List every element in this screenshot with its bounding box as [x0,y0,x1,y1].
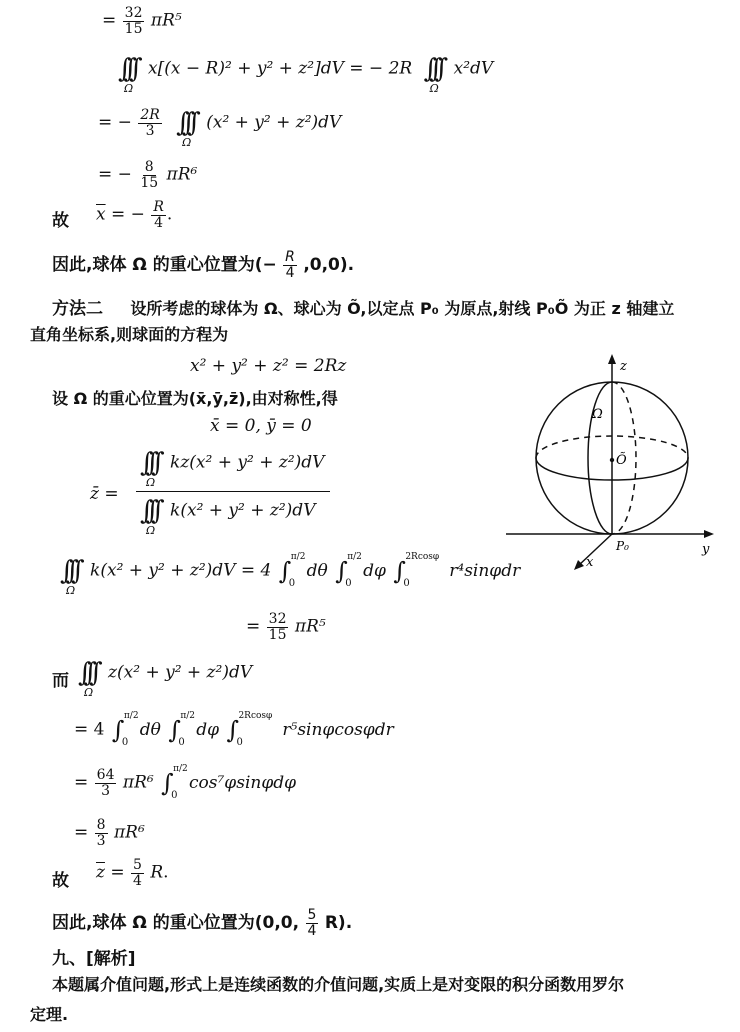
eq2-left: x[(x − R)² + y² + z²]dV = − 2R [148,58,413,79]
label-z: z [620,359,627,374]
method2-paragraph-line1: 方法二 设所考虑的球体为 Ω、球心为 Õ,以定点 P₀ 为原点,射线 P₀Õ 为正 z 轴建立 [52,299,675,319]
label-y: y [702,542,710,557]
integral-2-header: ∫∫∫ Ω z(x² + y² + z²)dV [78,658,253,699]
triple-integral-icon: ∫∫∫ Ω [118,54,135,95]
gu-label-1: 故 [52,211,69,231]
fraction-8-15: $\frac{8}{15}$ [140,159,159,191]
equals-sign: = [102,10,117,31]
x-axis [578,534,612,566]
eq-line-4: = − $\frac{8}{15}$ πR⁶ [98,159,198,191]
integral-2-line3: = $\frac{8}{3}$ πR⁶ [74,817,145,849]
zbar-label: z̄ = [90,484,119,504]
sphere-equation: x² + y² + z² = 2Rz [190,356,347,376]
eq-line-3: = − $\frac{2R}{3}$ ∫∫∫ Ω (x² + y² + z²)dV [98,107,342,150]
center-point [610,458,614,462]
symmetry-result: x̄ = 0, ȳ = 0 [210,416,312,436]
z-arrow-icon [608,354,616,364]
eq-line-2 [118,54,494,95]
meridian-front [588,382,612,534]
label-center: Õ [616,453,627,468]
sphere-figure [500,352,730,582]
section-9-heading: 九、[解析] [52,949,136,969]
integral-2-line1: = 4 ∫ π/2 0 dθ ∫ π/2 0 dφ ∫ 2Rcosφ 0 r⁵sinφcosφdr [74,711,394,748]
triple-integral-icon: ∫∫∫ Ω [60,556,77,597]
centroid-intro: 设 Ω 的重心位置为(x̄,ȳ,z̄),由对称性,得 [52,389,338,408]
integral-1: ∫∫∫ Ω k(x² + y² + z²)dV = 4 ∫ π/2 0 dθ ∫ π/2 0 dφ ∫ 2Rcosφ 0 r⁴sinφdr [60,552,521,597]
triple-integral-icon: ∫∫∫ Ω [140,496,157,537]
xbar-result: $\overline{x}$ = − $\frac{R}{4}$ . [96,199,173,231]
er-label: 而 [52,671,69,691]
triple-integral-icon: ∫∫∫ Ω [78,658,95,699]
eq2-right: x²dV [453,58,494,79]
label-origin: P₀ [616,539,629,553]
y-arrow-icon [704,530,714,538]
integral-1-result: = $\frac{32}{15}$ πR⁵ [246,611,326,643]
integral-sign: ∫ π/2 0 [278,552,306,589]
analysis-line-2: 定理. [30,1005,69,1024]
integral-2-line2: = $\frac{64}{3}$ πR⁶ ∫ π/2 0 cos⁷φsinφdφ [74,764,297,802]
integral-sign: ∫ 2Rcosφ 0 [226,711,273,748]
zbar-denominator: ∫∫∫ Ω k(x² + y² + z²)dV [140,496,316,537]
zbar-numerator: ∫∫∫ Ω kz(x² + y² + z²)dV [140,448,325,489]
zbar-result: $\overline{z}$ = $\frac{5}{4}$ R. [96,857,169,889]
eq3-right: (x² + y² + z²)dV [206,112,342,133]
eq-line-1 [102,6,182,36]
method2-label: 方法二 [52,299,103,319]
label-omega: Ω [592,407,603,422]
integral-sign: ∫ 2Rcosφ 0 [393,552,440,589]
integral-sign: ∫ π/2 0 [111,711,139,748]
analysis-line-1: 本题属介值问题,形式上是连续函数的介值问题,实质上是对变限的积分函数用罗尔 [52,975,625,994]
gu-label-2: 故 [52,871,69,891]
method2-paragraph-line2: 直角坐标系,则球面的方程为 [30,325,229,344]
pi-r5: πR⁵ [150,10,182,31]
conclusion-2: 因此,球体 Ω 的重心位置为(0,0, $\frac{5}{4}$ R). [52,907,353,939]
conclusion-1: 因此,球体 Ω 的重心位置为(− $\frac{R}{4}$ ,0,0). [52,249,355,281]
triple-integral-icon: ∫∫∫ Ω [176,108,193,150]
integral-sign: ∫ π/2 0 [161,764,188,802]
integral-sign: ∫ π/2 0 [335,552,362,589]
integral-sign: ∫ π/2 0 [168,711,196,748]
fraction-32-15: $\frac{32}{15}$ [124,5,143,37]
label-x: x [586,555,594,570]
zbar-fraction-bar [136,491,330,492]
triple-integral-icon: ∫∫∫ Ω [423,54,441,95]
fraction-2R-3: $\frac{2R}{3}$ [140,107,160,139]
triple-integral-icon: ∫∫∫ Ω [140,448,157,489]
